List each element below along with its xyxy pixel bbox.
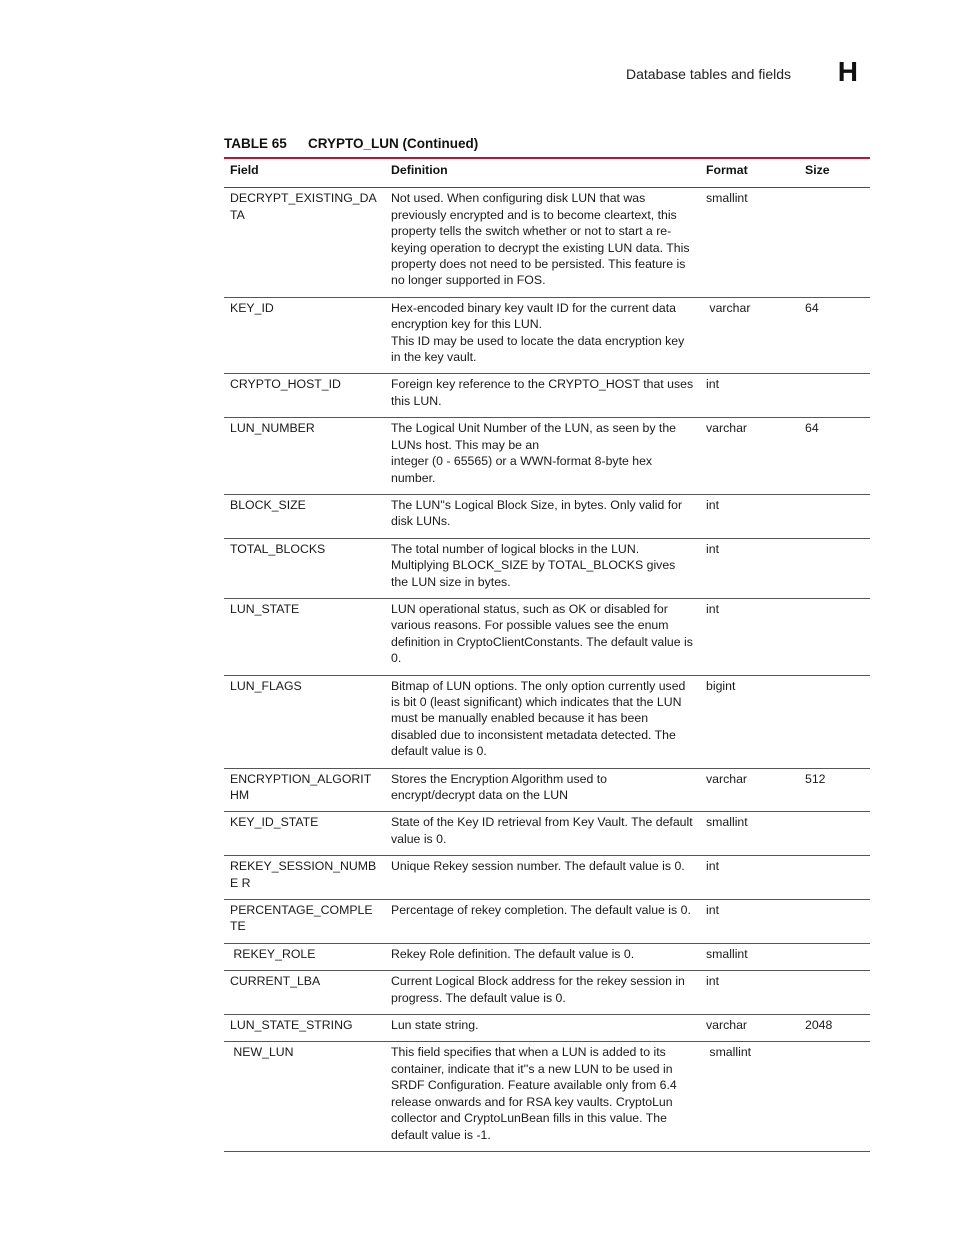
definition-text: This ID may be used to locate the data encryption key in the key vault. <box>391 333 685 365</box>
definition-text: This field specifies that when a LUN is added to its container, indicate that it''s a new LUN to be used in SRDF Configuration. Feature available only from 6.4 release onwards and for RSA key vaults. CryptoLun collector and CryptoLunBean fills in this value. The default value is -1. <box>391 1045 677 1142</box>
table-row <box>224 812 870 856</box>
table-row <box>224 598 870 675</box>
definition-cell <box>385 768 700 812</box>
definition-text: Current Logical Block address for the rekey session in progress. The default value is 0. <box>391 974 685 1005</box>
definition-text: Foreign key reference to the CRYPTO_HOST that uses this LUN. <box>391 377 694 408</box>
size-cell: 2048 <box>799 1015 870 1042</box>
definition-cell <box>385 812 700 856</box>
size-cell <box>799 188 870 297</box>
definition-text: Percentage of rekey completion. The default value is 0. <box>391 903 691 918</box>
running-header <box>560 56 858 88</box>
table-row <box>224 768 870 812</box>
size-cell <box>799 856 870 900</box>
definition-cell <box>385 900 700 944</box>
field-name-cell: KEY_ID_STATE <box>224 812 385 856</box>
definition-text: Rekey Role definition. The default value is 0. <box>391 946 635 961</box>
format-cell: varchar <box>700 768 799 812</box>
table-row <box>224 297 870 374</box>
definition-cell <box>385 598 700 675</box>
size-cell <box>799 1042 870 1151</box>
table-row <box>224 1042 870 1151</box>
format-cell: int <box>700 494 799 538</box>
field-name-cell: REKEY_ROLE <box>224 943 385 970</box>
table-row <box>224 374 870 418</box>
definition-cell <box>385 1015 700 1042</box>
table-row <box>224 675 870 768</box>
definition-cell <box>385 1042 700 1151</box>
format-cell: varchar <box>700 1015 799 1042</box>
size-cell <box>799 374 870 418</box>
field-name-cell: LUN_FLAGS <box>224 675 385 768</box>
section-title: Database tables and fields <box>626 66 791 82</box>
format-cell: smallint <box>700 188 799 297</box>
table-row <box>224 856 870 900</box>
table-row <box>224 943 870 970</box>
field-name-cell: PERCENTAGE_COMPLETE <box>224 900 385 944</box>
table-body <box>224 188 870 1152</box>
format-cell: int <box>700 374 799 418</box>
table-row <box>224 971 870 1015</box>
definition-text: Stores the Encryption Algorithm used to encrypt/decrypt data on the LUN <box>391 771 607 802</box>
definition-cell <box>385 856 700 900</box>
definition-cell <box>385 374 700 418</box>
table-row <box>224 1015 870 1042</box>
field-name-cell: TOTAL_BLOCKS <box>224 538 385 598</box>
field-name-cell: LUN_NUMBER <box>224 418 385 495</box>
field-name-cell: CRYPTO_HOST_ID <box>224 374 385 418</box>
column-header-size: Size <box>805 163 830 177</box>
definition-text: State of the Key ID retrieval from Key Vault. The default value is 0. <box>391 815 693 846</box>
format-cell: smallint <box>700 943 799 970</box>
format-cell: smallint <box>700 812 799 856</box>
size-cell <box>799 900 870 944</box>
format-cell: smallint <box>700 1042 799 1151</box>
size-cell <box>799 598 870 675</box>
definition-cell <box>385 538 700 598</box>
definition-cell <box>385 494 700 538</box>
size-cell <box>799 971 870 1015</box>
field-name-cell: BLOCK_SIZE <box>224 494 385 538</box>
definition-cell <box>385 971 700 1015</box>
size-cell <box>799 494 870 538</box>
definition-cell <box>385 675 700 768</box>
definition-text: Unique Rekey session number. The default value is 0. <box>391 859 685 874</box>
format-cell: int <box>700 900 799 944</box>
table-number: TABLE 65 <box>224 136 287 151</box>
table-caption <box>224 136 478 151</box>
format-cell: int <box>700 538 799 598</box>
field-name-cell: LUN_STATE_STRING <box>224 1015 385 1042</box>
size-cell: 64 <box>799 297 870 374</box>
definition-text: Not used. When configuring disk LUN that was previously encrypted and is to become cleartext, this property tells the switch whether or not to start a re-keying operation to decrypt the existing LUN data. This property does not need to be persisted. This feature is no longer supported in FOS. <box>391 191 690 288</box>
field-name-cell: CURRENT_LBA <box>224 971 385 1015</box>
definition-text: Hex-encoded binary key vault ID for the current data encryption key for this LUN. <box>391 300 677 332</box>
size-cell: 64 <box>799 418 870 495</box>
field-name-cell: LUN_STATE <box>224 598 385 675</box>
table-title: CRYPTO_LUN (Continued) <box>308 136 479 151</box>
field-name-cell: ENCRYPTION_ALGORITHM <box>224 768 385 812</box>
definition-text: The total number of logical blocks in the LUN. Multiplying BLOCK_SIZE by TOTAL_BLOCKS gives the LUN size in bytes. <box>391 541 676 589</box>
definition-text: LUN operational status, such as OK or disabled for various reasons. For possible values see the enum definition in CryptoClientConstants. The default value is 0. <box>391 601 693 666</box>
field-name-cell: KEY_ID <box>224 297 385 374</box>
appendix-letter: H <box>837 56 858 87</box>
definition-cell <box>385 297 700 374</box>
definition-cell <box>385 418 700 495</box>
format-cell: varchar <box>700 297 799 374</box>
format-cell: int <box>700 598 799 675</box>
table-header-row <box>224 158 870 188</box>
definition-text: The Logical Unit Number of the LUN, as seen by the LUNs host. This may be an <box>391 421 677 452</box>
definition-cell <box>385 943 700 970</box>
table-row <box>224 188 870 297</box>
table-row <box>224 538 870 598</box>
table-row <box>224 900 870 944</box>
field-name-cell: REKEY_SESSION_NUMBE R <box>224 856 385 900</box>
format-cell: int <box>700 856 799 900</box>
format-cell: varchar <box>700 418 799 495</box>
field-name-cell: DECRYPT_EXISTING_DATA <box>224 188 385 297</box>
size-cell: 512 <box>799 768 870 812</box>
definition-text: The LUN''s Logical Block Size, in bytes. Only valid for disk LUNs. <box>391 497 683 529</box>
size-cell <box>799 943 870 970</box>
field-name-cell: NEW_LUN <box>224 1042 385 1151</box>
size-cell <box>799 538 870 598</box>
column-header-field: Field <box>230 163 259 177</box>
definition-text: Lun state string. <box>391 1018 479 1033</box>
definition-text: Bitmap of LUN options. The only option currently used is bit 0 (least significant) which indicates that the LUN must be manually enabled because it has been disabled due to inconsistent metadata detected. The default value is 0. <box>391 678 686 759</box>
column-header-format: Format <box>706 163 748 177</box>
format-cell: int <box>700 971 799 1015</box>
definition-text: integer (0 - 65565) or a WWN-format 8-byte hex number. <box>391 454 653 485</box>
format-cell: bigint <box>700 675 799 768</box>
size-cell <box>799 812 870 856</box>
crypto-lun-table <box>224 157 870 1152</box>
size-cell <box>799 675 870 768</box>
table-row <box>224 494 870 538</box>
column-header-definition: Definition <box>391 163 448 177</box>
definition-cell <box>385 188 700 297</box>
table-row <box>224 418 870 495</box>
